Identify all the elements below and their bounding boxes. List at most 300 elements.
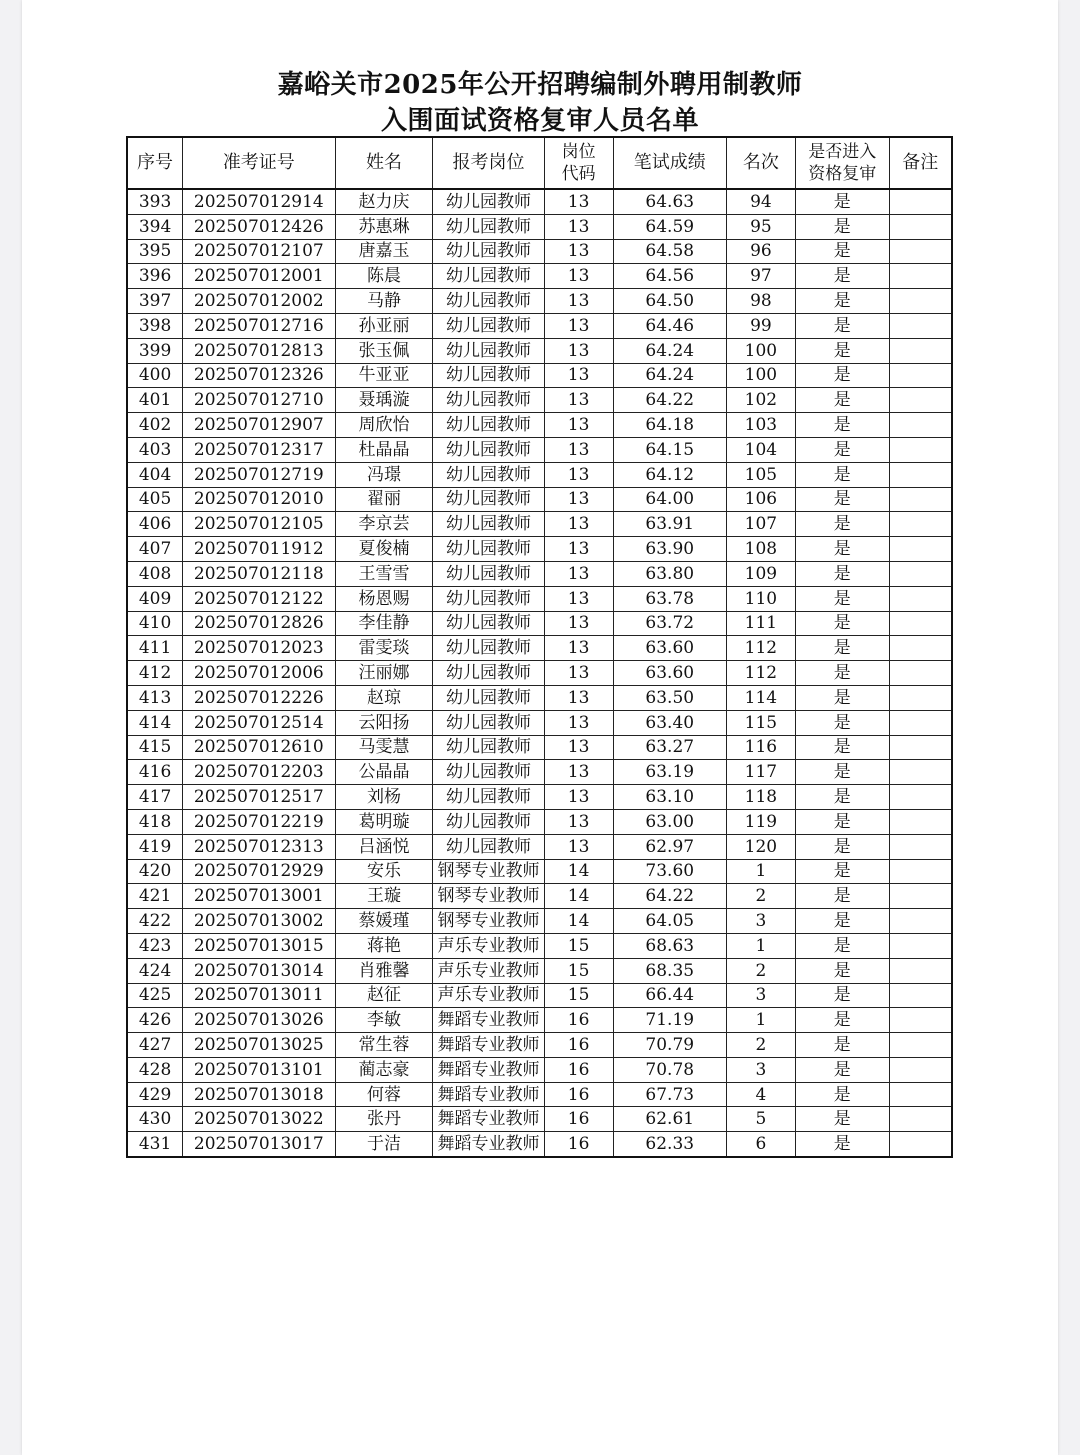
cell-position-code: 13 xyxy=(544,561,613,586)
cell-review: 是 xyxy=(795,710,889,735)
cell-exam-no: 202507012001 xyxy=(183,264,335,289)
cell-score: 62.33 xyxy=(613,1132,726,1157)
table-row xyxy=(127,239,952,264)
cell-remark xyxy=(889,537,952,562)
cell-rank: 109 xyxy=(726,561,795,586)
table-row xyxy=(127,785,952,810)
cell-rank: 2 xyxy=(726,884,795,909)
cell-rank: 117 xyxy=(726,760,795,785)
cell-name: 李京芸 xyxy=(335,512,433,537)
cell-name: 夏俊楠 xyxy=(335,537,433,562)
cell-review: 是 xyxy=(795,537,889,562)
cell-position-code: 13 xyxy=(544,289,613,314)
cell-seq: 429 xyxy=(127,1082,183,1107)
table-row xyxy=(127,537,952,562)
table-row xyxy=(127,1132,952,1157)
cell-position-code: 13 xyxy=(544,512,613,537)
cell-remark xyxy=(889,462,952,487)
cell-position: 幼儿园教师 xyxy=(433,313,544,338)
cell-rank: 107 xyxy=(726,512,795,537)
cell-seq: 416 xyxy=(127,760,183,785)
cell-position-code: 13 xyxy=(544,685,613,710)
table-row xyxy=(127,487,952,512)
cell-seq: 398 xyxy=(127,313,183,338)
cell-rank: 105 xyxy=(726,462,795,487)
cell-exam-no: 202507012023 xyxy=(183,636,335,661)
cell-score: 66.44 xyxy=(613,983,726,1008)
cell-position-code: 13 xyxy=(544,834,613,859)
cell-review: 是 xyxy=(795,462,889,487)
cell-name: 苏惠琳 xyxy=(335,214,433,239)
cell-review: 是 xyxy=(795,338,889,363)
table-row xyxy=(127,1057,952,1082)
cell-remark xyxy=(889,685,952,710)
cell-position: 钢琴专业教师 xyxy=(433,859,544,884)
cell-remark xyxy=(889,661,952,686)
table-row xyxy=(127,189,952,214)
cell-score: 62.61 xyxy=(613,1107,726,1132)
cell-exam-no: 202507012813 xyxy=(183,338,335,363)
header-remark: 备注 xyxy=(889,137,952,189)
cell-remark xyxy=(889,760,952,785)
cell-rank: 106 xyxy=(726,487,795,512)
cell-remark xyxy=(889,933,952,958)
cell-score: 70.78 xyxy=(613,1057,726,1082)
cell-review: 是 xyxy=(795,834,889,859)
cell-review: 是 xyxy=(795,512,889,537)
cell-name: 汪丽娜 xyxy=(335,661,433,686)
cell-position: 声乐专业教师 xyxy=(433,933,544,958)
cell-score: 63.91 xyxy=(613,512,726,537)
table-row xyxy=(127,760,952,785)
cell-rank: 114 xyxy=(726,685,795,710)
cell-exam-no: 202507013025 xyxy=(183,1033,335,1058)
cell-position: 舞蹈专业教师 xyxy=(433,1082,544,1107)
cell-score: 64.12 xyxy=(613,462,726,487)
cell-position: 幼儿园教师 xyxy=(433,561,544,586)
table-row xyxy=(127,1107,952,1132)
cell-rank: 104 xyxy=(726,437,795,462)
cell-seq: 430 xyxy=(127,1107,183,1132)
table-row xyxy=(127,413,952,438)
table-header-row xyxy=(127,137,952,189)
cell-score: 64.24 xyxy=(613,363,726,388)
cell-position-code: 13 xyxy=(544,661,613,686)
cell-rank: 110 xyxy=(726,586,795,611)
cell-position-code: 13 xyxy=(544,809,613,834)
cell-name: 何蓉 xyxy=(335,1082,433,1107)
cell-position-code: 13 xyxy=(544,264,613,289)
cell-rank: 100 xyxy=(726,363,795,388)
cell-rank: 2 xyxy=(726,958,795,983)
cell-seq: 412 xyxy=(127,661,183,686)
cell-position-code: 13 xyxy=(544,338,613,363)
cell-exam-no: 202507012517 xyxy=(183,785,335,810)
cell-seq: 397 xyxy=(127,289,183,314)
cell-score: 64.63 xyxy=(613,189,726,214)
cell-position: 舞蹈专业教师 xyxy=(433,1033,544,1058)
cell-seq: 396 xyxy=(127,264,183,289)
cell-remark xyxy=(889,512,952,537)
cell-remark xyxy=(889,1057,952,1082)
cell-remark xyxy=(889,388,952,413)
table-row xyxy=(127,1008,952,1033)
cell-name: 牛亚亚 xyxy=(335,363,433,388)
cell-exam-no: 202507012426 xyxy=(183,214,335,239)
table-row xyxy=(127,512,952,537)
table-row xyxy=(127,611,952,636)
cell-seq: 394 xyxy=(127,214,183,239)
cell-name: 蔡媛瑾 xyxy=(335,909,433,934)
cell-position: 幼儿园教师 xyxy=(433,487,544,512)
cell-position-code: 14 xyxy=(544,859,613,884)
cell-position: 幼儿园教师 xyxy=(433,189,544,214)
cell-score: 63.50 xyxy=(613,685,726,710)
cell-seq: 393 xyxy=(127,189,183,214)
cell-score: 64.58 xyxy=(613,239,726,264)
cell-position: 舞蹈专业教师 xyxy=(433,1008,544,1033)
table-row xyxy=(127,363,952,388)
cell-position-code: 15 xyxy=(544,933,613,958)
cell-name: 马雯慧 xyxy=(335,735,433,760)
table-row xyxy=(127,264,952,289)
cell-remark xyxy=(889,636,952,661)
cell-position: 幼儿园教师 xyxy=(433,661,544,686)
cell-name: 赵征 xyxy=(335,983,433,1008)
cell-position: 幼儿园教师 xyxy=(433,611,544,636)
cell-exam-no: 202507012716 xyxy=(183,313,335,338)
cell-position-code: 13 xyxy=(544,760,613,785)
cell-rank: 120 xyxy=(726,834,795,859)
cell-rank: 103 xyxy=(726,413,795,438)
cell-seq: 428 xyxy=(127,1057,183,1082)
cell-exam-no: 202507012219 xyxy=(183,809,335,834)
cell-position: 幼儿园教师 xyxy=(433,809,544,834)
cell-position-code: 13 xyxy=(544,462,613,487)
table-row xyxy=(127,884,952,909)
cell-position-code: 13 xyxy=(544,537,613,562)
table-row xyxy=(127,834,952,859)
cell-position: 声乐专业教师 xyxy=(433,958,544,983)
table-row xyxy=(127,636,952,661)
cell-review: 是 xyxy=(795,685,889,710)
cell-remark xyxy=(889,785,952,810)
cell-seq: 423 xyxy=(127,933,183,958)
cell-position-code: 15 xyxy=(544,983,613,1008)
cell-score: 63.40 xyxy=(613,710,726,735)
cell-rank: 3 xyxy=(726,983,795,1008)
table-row xyxy=(127,685,952,710)
cell-review: 是 xyxy=(795,313,889,338)
cell-seq: 417 xyxy=(127,785,183,810)
cell-score: 63.00 xyxy=(613,809,726,834)
cell-exam-no: 202507012118 xyxy=(183,561,335,586)
cell-position-code: 13 xyxy=(544,214,613,239)
cell-name: 云阳扬 xyxy=(335,710,433,735)
cell-position: 钢琴专业教师 xyxy=(433,884,544,909)
cell-rank: 94 xyxy=(726,189,795,214)
cell-name: 蔺志豪 xyxy=(335,1057,433,1082)
cell-name: 王雪雪 xyxy=(335,561,433,586)
header-score: 笔试成绩 xyxy=(613,137,726,189)
cell-remark xyxy=(889,1008,952,1033)
cell-exam-no: 202507012203 xyxy=(183,760,335,785)
cell-exam-no: 202507012010 xyxy=(183,487,335,512)
cell-review: 是 xyxy=(795,437,889,462)
cell-name: 聂瑀漩 xyxy=(335,388,433,413)
cell-remark xyxy=(889,239,952,264)
cell-remark xyxy=(889,289,952,314)
cell-position-code: 13 xyxy=(544,313,613,338)
cell-rank: 6 xyxy=(726,1132,795,1157)
cell-position: 幼儿园教师 xyxy=(433,289,544,314)
cell-seq: 401 xyxy=(127,388,183,413)
cell-name: 陈晨 xyxy=(335,264,433,289)
cell-score: 63.19 xyxy=(613,760,726,785)
table-row xyxy=(127,214,952,239)
cell-position: 幼儿园教师 xyxy=(433,462,544,487)
cell-name: 张丹 xyxy=(335,1107,433,1132)
cell-review: 是 xyxy=(795,1082,889,1107)
cell-review: 是 xyxy=(795,884,889,909)
cell-remark xyxy=(889,561,952,586)
cell-rank: 2 xyxy=(726,1033,795,1058)
cell-exam-no: 202507013022 xyxy=(183,1107,335,1132)
cell-score: 63.27 xyxy=(613,735,726,760)
cell-seq: 395 xyxy=(127,239,183,264)
cell-position: 幼儿园教师 xyxy=(433,586,544,611)
cell-remark xyxy=(889,735,952,760)
table-row xyxy=(127,1033,952,1058)
cell-review: 是 xyxy=(795,388,889,413)
table-row xyxy=(127,313,952,338)
cell-review: 是 xyxy=(795,611,889,636)
cell-name: 孙亚丽 xyxy=(335,313,433,338)
cell-position: 幼儿园教师 xyxy=(433,363,544,388)
cell-exam-no: 202507012610 xyxy=(183,735,335,760)
cell-position: 钢琴专业教师 xyxy=(433,909,544,934)
cell-position-code: 13 xyxy=(544,636,613,661)
cell-rank: 119 xyxy=(726,809,795,834)
cell-review: 是 xyxy=(795,785,889,810)
cell-rank: 112 xyxy=(726,661,795,686)
cell-position-code: 13 xyxy=(544,611,613,636)
cell-remark xyxy=(889,487,952,512)
cell-score: 68.63 xyxy=(613,933,726,958)
cell-seq: 405 xyxy=(127,487,183,512)
cell-name: 吕涵悦 xyxy=(335,834,433,859)
cell-review: 是 xyxy=(795,1033,889,1058)
cell-seq: 399 xyxy=(127,338,183,363)
cell-remark xyxy=(889,413,952,438)
cell-seq: 414 xyxy=(127,710,183,735)
cell-name: 李佳静 xyxy=(335,611,433,636)
cell-rank: 115 xyxy=(726,710,795,735)
cell-review: 是 xyxy=(795,1008,889,1033)
cell-review: 是 xyxy=(795,487,889,512)
cell-rank: 99 xyxy=(726,313,795,338)
cell-exam-no: 202507013011 xyxy=(183,983,335,1008)
cell-position-code: 14 xyxy=(544,909,613,934)
cell-rank: 3 xyxy=(726,909,795,934)
cell-rank: 102 xyxy=(726,388,795,413)
cell-exam-no: 202507013017 xyxy=(183,1132,335,1157)
cell-name: 雷雯琰 xyxy=(335,636,433,661)
cell-review: 是 xyxy=(795,958,889,983)
cell-seq: 422 xyxy=(127,909,183,934)
cell-score: 63.72 xyxy=(613,611,726,636)
cell-seq: 420 xyxy=(127,859,183,884)
cell-rank: 116 xyxy=(726,735,795,760)
table-row xyxy=(127,958,952,983)
cell-score: 67.73 xyxy=(613,1082,726,1107)
cell-position-code: 13 xyxy=(544,239,613,264)
cell-rank: 108 xyxy=(726,537,795,562)
cell-rank: 111 xyxy=(726,611,795,636)
cell-rank: 5 xyxy=(726,1107,795,1132)
cell-name: 周欣怡 xyxy=(335,413,433,438)
cell-score: 64.18 xyxy=(613,413,726,438)
table-row xyxy=(127,859,952,884)
cell-review: 是 xyxy=(795,1057,889,1082)
cell-score: 63.60 xyxy=(613,661,726,686)
table-row xyxy=(127,462,952,487)
cell-position-code: 16 xyxy=(544,1082,613,1107)
cell-name: 张玉佩 xyxy=(335,338,433,363)
cell-position-code: 13 xyxy=(544,785,613,810)
cell-exam-no: 202507012107 xyxy=(183,239,335,264)
cell-seq: 415 xyxy=(127,735,183,760)
cell-position: 幼儿园教师 xyxy=(433,710,544,735)
cell-name: 杨恩赐 xyxy=(335,586,433,611)
document-title-line2: 入围面试资格复审人员名单 xyxy=(380,106,699,136)
cell-score: 63.60 xyxy=(613,636,726,661)
header-position-code-line1: 岗位 xyxy=(561,142,596,162)
candidate-table xyxy=(126,136,953,1158)
cell-score: 63.78 xyxy=(613,586,726,611)
cell-name: 常生蓉 xyxy=(335,1033,433,1058)
table-row xyxy=(127,661,952,686)
cell-score: 63.10 xyxy=(613,785,726,810)
cell-position: 声乐专业教师 xyxy=(433,983,544,1008)
cell-remark xyxy=(889,214,952,239)
cell-review: 是 xyxy=(795,189,889,214)
cell-review: 是 xyxy=(795,363,889,388)
cell-name: 赵琼 xyxy=(335,685,433,710)
cell-seq: 419 xyxy=(127,834,183,859)
cell-remark xyxy=(889,859,952,884)
cell-seq: 425 xyxy=(127,983,183,1008)
cell-score: 70.79 xyxy=(613,1033,726,1058)
cell-remark xyxy=(889,1107,952,1132)
cell-exam-no: 202507012914 xyxy=(183,189,335,214)
cell-remark xyxy=(889,437,952,462)
cell-seq: 408 xyxy=(127,561,183,586)
cell-name: 安乐 xyxy=(335,859,433,884)
cell-position: 幼儿园教师 xyxy=(433,636,544,661)
cell-review: 是 xyxy=(795,661,889,686)
cell-exam-no: 202507012105 xyxy=(183,512,335,537)
cell-review: 是 xyxy=(795,413,889,438)
cell-position-code: 13 xyxy=(544,437,613,462)
cell-review: 是 xyxy=(795,983,889,1008)
cell-position: 幼儿园教师 xyxy=(433,512,544,537)
cell-position: 幼儿园教师 xyxy=(433,785,544,810)
cell-remark xyxy=(889,189,952,214)
cell-position-code: 16 xyxy=(544,1008,613,1033)
cell-rank: 1 xyxy=(726,1008,795,1033)
cell-score: 63.80 xyxy=(613,561,726,586)
cell-exam-no: 202507012002 xyxy=(183,289,335,314)
header-review-line1: 是否进入 xyxy=(808,142,877,162)
cell-score: 64.59 xyxy=(613,214,726,239)
cell-score: 64.15 xyxy=(613,437,726,462)
cell-exam-no: 202507011912 xyxy=(183,537,335,562)
cell-exam-no: 202507013101 xyxy=(183,1057,335,1082)
cell-score: 64.46 xyxy=(613,313,726,338)
cell-exam-no: 202507013015 xyxy=(183,933,335,958)
cell-name: 赵力庆 xyxy=(335,189,433,214)
cell-score: 64.22 xyxy=(613,388,726,413)
cell-seq: 402 xyxy=(127,413,183,438)
cell-score: 64.56 xyxy=(613,264,726,289)
cell-seq: 410 xyxy=(127,611,183,636)
cell-name: 于洁 xyxy=(335,1132,433,1157)
table-row xyxy=(127,437,952,462)
table-body xyxy=(127,189,952,1157)
table-row xyxy=(127,1082,952,1107)
cell-rank: 1 xyxy=(726,933,795,958)
cell-rank: 3 xyxy=(726,1057,795,1082)
cell-seq: 426 xyxy=(127,1008,183,1033)
cell-score: 62.97 xyxy=(613,834,726,859)
cell-position: 幼儿园教师 xyxy=(433,760,544,785)
cell-name: 翟丽 xyxy=(335,487,433,512)
cell-name: 李敏 xyxy=(335,1008,433,1033)
cell-exam-no: 202507012006 xyxy=(183,661,335,686)
cell-remark xyxy=(889,264,952,289)
cell-remark xyxy=(889,710,952,735)
cell-rank: 95 xyxy=(726,214,795,239)
cell-remark xyxy=(889,1033,952,1058)
cell-position: 幼儿园教师 xyxy=(433,214,544,239)
cell-review: 是 xyxy=(795,933,889,958)
cell-review: 是 xyxy=(795,760,889,785)
cell-review: 是 xyxy=(795,264,889,289)
cell-score: 73.60 xyxy=(613,859,726,884)
cell-exam-no: 202507012226 xyxy=(183,685,335,710)
cell-exam-no: 202507012313 xyxy=(183,834,335,859)
cell-position: 幼儿园教师 xyxy=(433,413,544,438)
header-position-code-line2: 代码 xyxy=(561,164,596,184)
cell-name: 马静 xyxy=(335,289,433,314)
cell-remark xyxy=(889,884,952,909)
table-row xyxy=(127,289,952,314)
cell-position: 幼儿园教师 xyxy=(433,388,544,413)
header-seq: 序号 xyxy=(127,137,183,189)
header-name: 姓名 xyxy=(335,137,433,189)
cell-position: 幼儿园教师 xyxy=(433,338,544,363)
cell-rank: 4 xyxy=(726,1082,795,1107)
cell-position-code: 15 xyxy=(544,958,613,983)
cell-review: 是 xyxy=(795,1132,889,1157)
cell-review: 是 xyxy=(795,1107,889,1132)
cell-remark xyxy=(889,909,952,934)
cell-review: 是 xyxy=(795,561,889,586)
cell-position-code: 16 xyxy=(544,1132,613,1157)
cell-seq: 406 xyxy=(127,512,183,537)
cell-position-code: 14 xyxy=(544,884,613,909)
